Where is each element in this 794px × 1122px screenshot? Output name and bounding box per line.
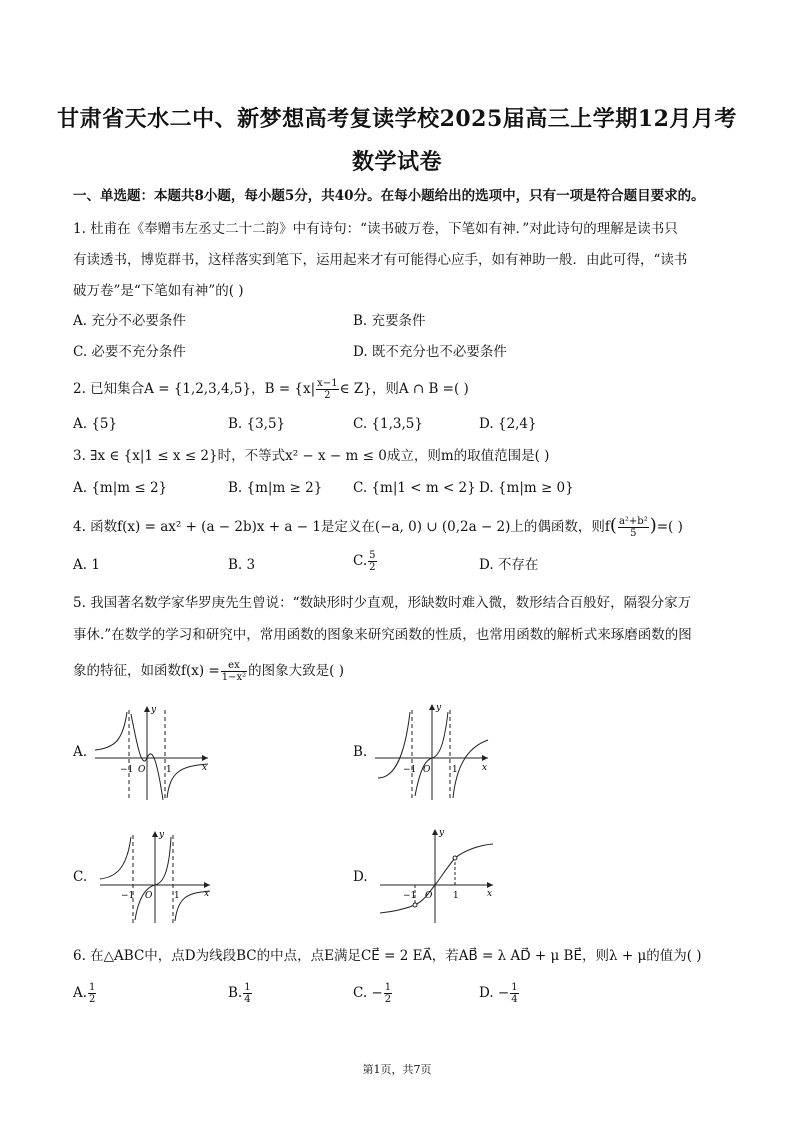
- q5-frac-num: ex: [221, 660, 247, 672]
- q5-line3: [73, 660, 344, 683]
- q4-post: =( ): [656, 519, 683, 535]
- x-axis-arrow: [487, 882, 493, 888]
- section-heading: 一、单选题：本题共8小题，每小题5分，共40分。在每小题给出的选项中，只有一项是符合题目要求的。: [73, 188, 705, 204]
- q6-b-fraction: [243, 982, 251, 1005]
- q6-b-den: 4: [244, 994, 251, 1005]
- q4-pre: 4. 函数f(x) = ax² + (a − 2b)x + a − 1是定义在(−a, 0) ∪ (0,2a − 2)上的偶函数，则f: [73, 519, 610, 535]
- y-axis-arrow: [429, 704, 435, 710]
- page-footer: 第1页，共7页: [362, 1063, 432, 1076]
- q6-d-fraction: [510, 982, 518, 1005]
- q3-option-a: A. {m|m ≤ 2}: [73, 480, 168, 496]
- tick-neg1: −1: [403, 765, 417, 775]
- x-axis-label: x: [204, 889, 210, 899]
- q2-option-c: C. {1,3,5}: [353, 416, 423, 432]
- tick-1: 1: [166, 765, 172, 775]
- q4-fraction: [618, 516, 649, 539]
- q6-option-d: [479, 982, 520, 1005]
- tick-neg1: −1: [120, 765, 134, 775]
- curve-left-branch: [95, 712, 127, 750]
- curve-left-branch: [100, 837, 131, 879]
- q4-option-b: B. 3: [228, 557, 256, 573]
- q2-pre: 2. 已知集合: [73, 381, 145, 397]
- q6-d-num: 1: [511, 982, 518, 993]
- curve: [380, 844, 493, 913]
- tick-1: 1: [453, 891, 459, 901]
- q2-option-a: A. {5}: [73, 416, 118, 432]
- q2-sets: A = {1,2,3,4,5}，B = {x|: [144, 381, 316, 397]
- q4-frac-den: 5: [630, 528, 637, 539]
- q6-stem: 6. 在△ABC中，点D为线段BC的中点，点E满足CE⃗ = 2 EA⃗，若AB⃗ = λ AD⃗ + μ BE⃗，则λ + μ的值为( ): [73, 948, 702, 964]
- q4-option-c-fraction: [368, 550, 376, 573]
- x-axis-arrow: [482, 755, 488, 761]
- exam-title-line1: 甘肃省天水二中、新梦想高考复读学校2025届高三上学期12月月考: [57, 106, 737, 132]
- q4-stem: 4. 函数f(x) = ax² + (a − 2b)x + a − 1是定义在(−a, 0) ∪ (0,2a − 2)上的偶函数，则f( $\frac{\text{a²+b²}}{5}$ )=( ): [73, 515, 683, 539]
- q6-option-a: [73, 982, 97, 1005]
- q3-option-b: B. {m|m ≥ 2}: [228, 480, 323, 496]
- q6-c-den: 2: [384, 994, 392, 1005]
- q2-option-d: D. {2,4}: [479, 416, 537, 432]
- q2-post: ∈ Z}，则A ∩ B =( ): [339, 381, 469, 397]
- q4-c-den: 2: [369, 562, 376, 573]
- q4-c-num: 5: [369, 550, 376, 561]
- q6-option-b: [228, 982, 253, 1005]
- q1-option-b: B. 充要条件: [353, 313, 426, 329]
- x-axis-arrow: [202, 755, 208, 761]
- origin-label: O: [138, 765, 146, 775]
- q1-line1: 1. 杜甫在《奉赠韦左丞丈二十二韵》中有诗句：“读书破万卷，下笔如有神．”对此诗句的理解是读书只: [73, 221, 678, 237]
- q6-c-label: C. −: [353, 985, 383, 1001]
- y-axis-label: y: [439, 828, 445, 838]
- tick-neg1: −1: [403, 891, 417, 901]
- q4-option-c: [353, 550, 378, 573]
- q4-option-a: A. 1: [73, 557, 100, 573]
- x-axis-label: x: [202, 763, 208, 773]
- exam-title-line2: 数学试卷: [351, 149, 442, 175]
- q1-option-d: D. 既不充分也不必要条件: [353, 344, 507, 360]
- origin-label: O: [425, 891, 433, 901]
- hollow-point-right: [453, 856, 457, 860]
- q6-option-c: [353, 982, 393, 1005]
- q5-option-c-label: C.: [73, 869, 88, 885]
- x-axis-label: x: [487, 889, 493, 899]
- tick-neg1: −1: [121, 891, 135, 901]
- q5-graph-b: [370, 700, 495, 805]
- q6-a-fraction: [88, 982, 96, 1005]
- y-axis-label: y: [436, 703, 442, 713]
- q4-option-d: D. 不存在: [479, 557, 539, 573]
- q4-frac-num: a²+b²: [618, 516, 648, 527]
- q5-pre: 象的特征，如函数f(x) =: [73, 663, 220, 679]
- q6-a-num: 1: [89, 982, 96, 993]
- q2-fraction: [316, 378, 338, 401]
- q6-a-den: 2: [89, 994, 96, 1005]
- q2-frac-den: 2: [324, 390, 331, 401]
- q3-stem: 3. ∃x ∈ {x|1 ≤ x ≤ 2}时，不等式x² − x − m ≤ 0成立，则m的取值范围是( ): [73, 448, 550, 464]
- q5-line2: 事休.”在数学的学习和研究中，常用函数的图象来研究函数的性质，也常用函数的解析式来琢磨函数的图: [73, 627, 692, 643]
- q6-c-fraction: [384, 982, 392, 1005]
- y-axis-label: y: [159, 830, 165, 840]
- q6-d-label: D. −: [479, 985, 510, 1001]
- curve-middle-branch: [135, 837, 171, 920]
- origin-label: O: [145, 891, 153, 901]
- y-axis-arrow: [152, 831, 158, 837]
- q6-a-label: A.: [73, 985, 88, 1001]
- tick-1: 1: [174, 891, 180, 901]
- q2-frac-num: x−1: [317, 378, 338, 389]
- q1-option-a: A. 充分不必要条件: [73, 313, 186, 329]
- q5-frac-den: 1−x²: [221, 672, 247, 683]
- q3-option-d: D. {m|m ≥ 0}: [479, 480, 574, 496]
- q6-b-num: 1: [244, 982, 251, 993]
- x-axis-label: x: [482, 763, 488, 773]
- q5-option-a-label: A.: [73, 744, 88, 760]
- q6-c-num: 1: [384, 982, 392, 993]
- y-axis-arrow: [432, 829, 438, 835]
- x-axis-arrow: [204, 882, 210, 888]
- origin-label: O: [423, 765, 431, 775]
- q1-line2: 有读透书，博览群书，这样落实到笔下，运用起来才有可能得心应手，如有神助一般．由此可得，“读书: [73, 252, 688, 268]
- y-axis-arrow: [144, 706, 150, 712]
- q5-post: 的图象大致是( ): [248, 663, 344, 679]
- q3-option-c: C. {m|1 < m < 2}: [353, 480, 476, 496]
- y-axis-label: y: [151, 705, 157, 715]
- q5-line1: 5. 我国著名数学家华罗庚先生曾说：“数缺形时少直观，形缺数时难入微，数形结合百般好，隔裂分家万: [73, 595, 692, 611]
- q5-graph-c: [95, 825, 220, 925]
- q5-option-b-label: B.: [353, 744, 368, 760]
- q2-option-b: B. {3,5}: [228, 416, 286, 432]
- q1-option-c: C. 必要不充分条件: [73, 344, 186, 360]
- q5-fraction: [221, 660, 247, 683]
- q1-line3: 破万卷”是“下笔如有神”的( ): [73, 283, 244, 299]
- q2-stem: [73, 378, 469, 401]
- q5-graph-a: [90, 700, 215, 805]
- q6-b-label: B.: [228, 985, 243, 1001]
- hollow-point-left: [413, 903, 417, 907]
- q5-option-d-label: D.: [353, 869, 368, 885]
- q4-option-c-label: C.: [353, 553, 368, 569]
- q5-graph-d: [375, 825, 500, 925]
- tick-1: 1: [452, 765, 458, 775]
- q6-d-den: 4: [511, 994, 518, 1005]
